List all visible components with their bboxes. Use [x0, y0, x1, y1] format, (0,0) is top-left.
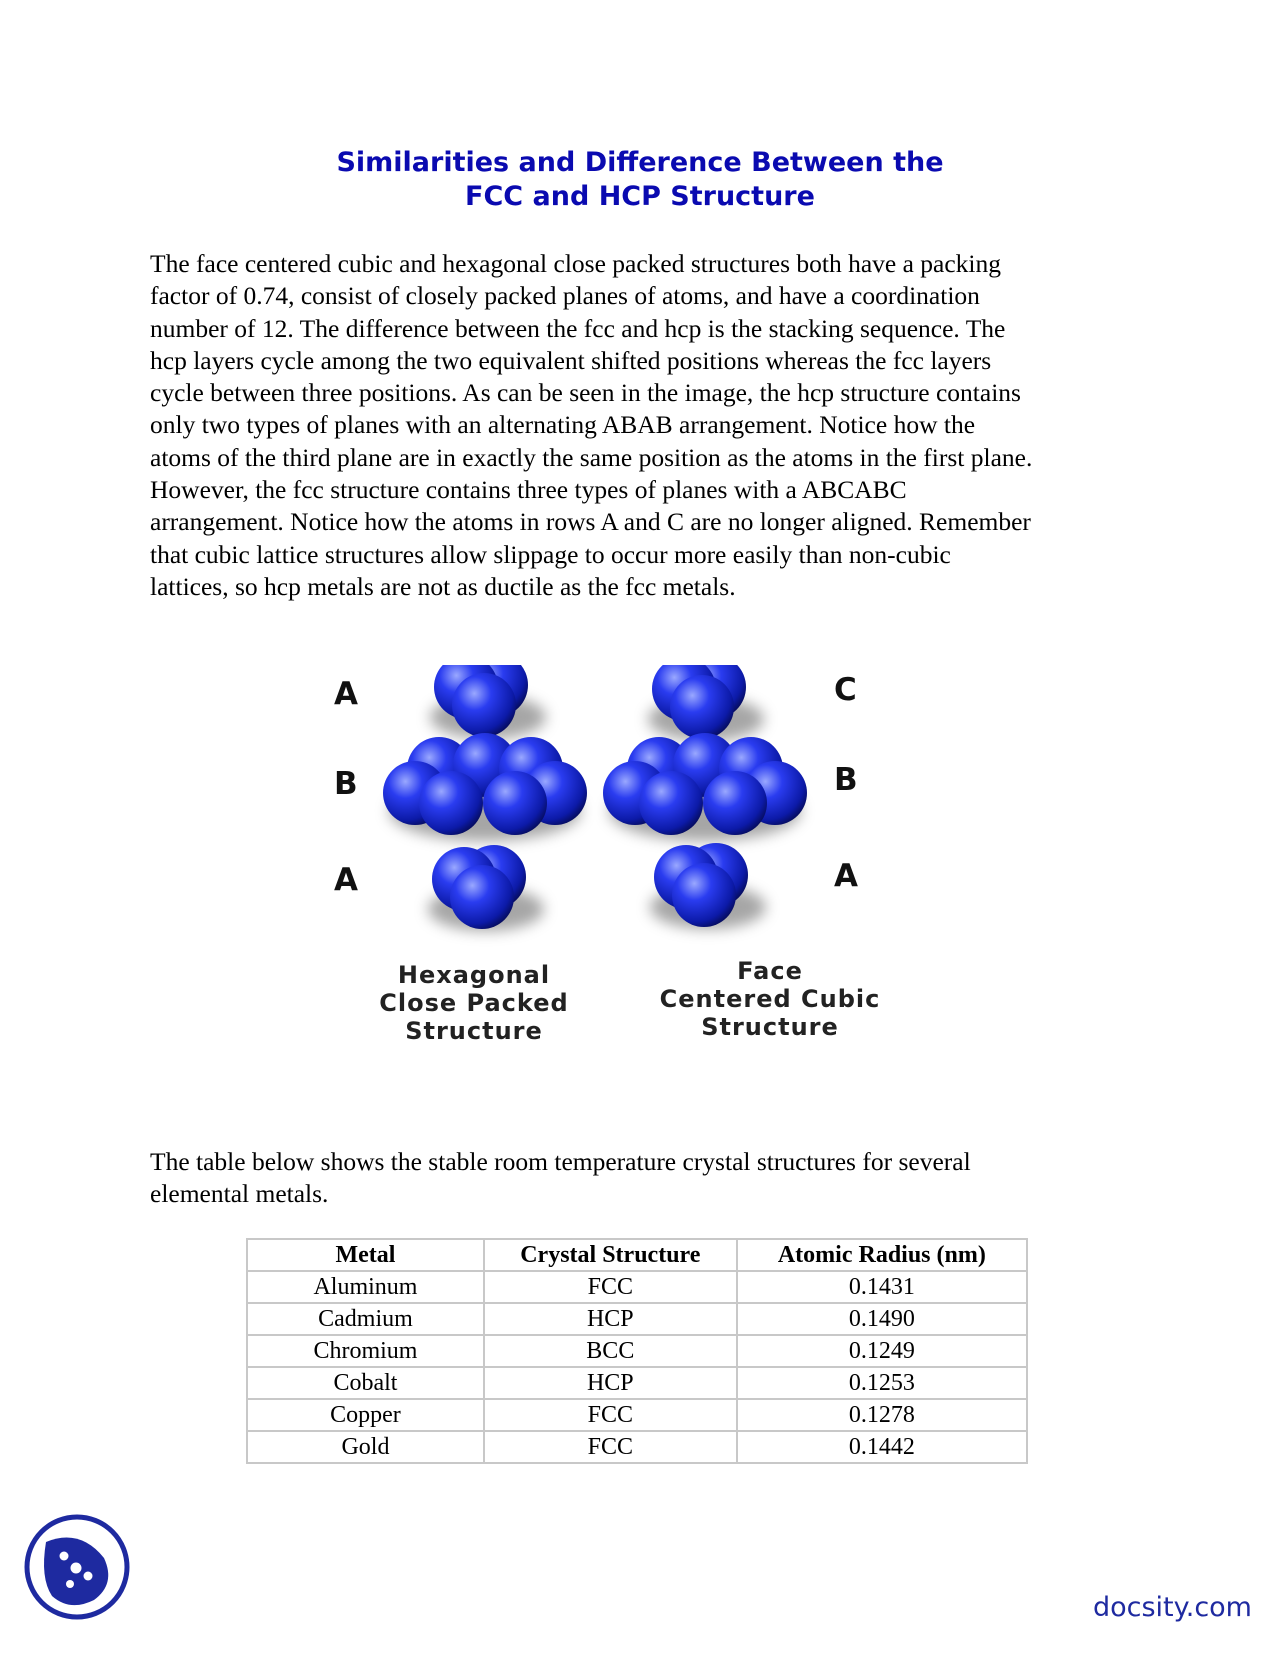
hcp-caption	[344, 961, 604, 1045]
docsity-logo-icon[interactable]	[22, 1512, 132, 1622]
atom-sphere	[672, 863, 736, 927]
cell-metal: Copper	[247, 1399, 484, 1431]
stacking-figure	[320, 665, 960, 1095]
cell-metal: Cobalt	[247, 1367, 484, 1399]
cell-structure: BCC	[484, 1335, 737, 1367]
cell-structure: FCC	[484, 1431, 737, 1463]
fcc-layer-label-middle: B	[834, 762, 858, 798]
table-intro-paragraph	[150, 1146, 1150, 1211]
cell-metal: Gold	[247, 1431, 484, 1463]
metals-table	[246, 1238, 1028, 1464]
hcp-layer-label-top: A	[334, 676, 358, 712]
docsity-watermark[interactable]: docsity.com	[1092, 1592, 1252, 1623]
atom-sphere	[703, 771, 767, 835]
intro-line: lattices, so hcp metals are not as ductile as the fcc metals.	[150, 571, 736, 601]
cell-radius: 0.1490	[737, 1303, 1027, 1335]
fcc-layer-label-bottom: A	[834, 858, 858, 894]
table-intro-line: The table below shows the stable room temperature crystal structures for several	[150, 1147, 971, 1176]
cell-radius: 0.1442	[737, 1431, 1027, 1463]
intro-line: arrangement. Notice how the atoms in rows A and C are no longer aligned. Remember	[150, 507, 1031, 537]
intro-line: cycle between three positions. As can be seen in the image, the hcp structure contains	[150, 378, 1021, 408]
table-row	[247, 1303, 1027, 1335]
cell-structure: HCP	[484, 1367, 737, 1399]
intro-line: The face centered cubic and hexagonal close packed structures both have a packing	[150, 249, 1002, 278]
table-intro-line: elemental metals.	[150, 1179, 329, 1209]
table-row	[247, 1271, 1027, 1303]
header-metal: Metal	[247, 1239, 484, 1271]
table-header-row	[247, 1239, 1027, 1271]
page-title	[0, 146, 1280, 214]
cell-structure: FCC	[484, 1271, 737, 1303]
hcp-caption-line: Close Packed	[379, 989, 569, 1017]
atom-sphere	[483, 771, 547, 835]
header-crystal-structure: Crystal Structure	[484, 1239, 737, 1271]
intro-line: However, the fcc structure contains three types of planes with a ABCABC	[150, 475, 907, 505]
fcc-layer-label-top: C	[834, 672, 857, 708]
atom-sphere	[419, 771, 483, 835]
cell-structure: FCC	[484, 1399, 737, 1431]
intro-line: hcp layers cycle among the two equivalent shifted positions whereas the fcc layers	[150, 345, 992, 375]
fcc-caption-line: Face	[737, 957, 803, 985]
intro-line: factor of 0.74, consist of closely packed planes of atoms, and have a coordination	[150, 281, 980, 311]
atom-sphere	[450, 865, 514, 929]
table-row	[247, 1431, 1027, 1463]
intro-line: that cubic lattice structures allow slippage to occur more easily than non-cubic	[150, 539, 951, 569]
fcc-caption-line: Centered Cubic	[659, 985, 881, 1013]
cell-metal: Cadmium	[247, 1303, 484, 1335]
cell-radius: 0.1278	[737, 1399, 1027, 1431]
table-row	[247, 1335, 1027, 1367]
hcp-layer-label-middle: B	[334, 766, 358, 802]
fcc-caption	[620, 957, 920, 1041]
cell-radius: 0.1249	[737, 1335, 1027, 1367]
atom-sphere	[452, 673, 516, 737]
title-line-1: Similarities and Difference Between the	[336, 147, 944, 178]
title-line-2: FCC and HCP Structure	[465, 181, 815, 212]
intro-paragraph	[150, 248, 1150, 603]
cell-metal: Chromium	[247, 1335, 484, 1367]
cell-metal: Aluminum	[247, 1271, 484, 1303]
atom-sphere	[670, 675, 734, 739]
table-row	[247, 1399, 1027, 1431]
table-row	[247, 1367, 1027, 1399]
cell-radius: 0.1431	[737, 1271, 1027, 1303]
atom-sphere	[639, 771, 703, 835]
intro-line: number of 12. The difference between the fcc and hcp is the stacking sequence. The	[150, 313, 1006, 343]
fcc-caption-line: Structure	[701, 1013, 839, 1041]
header-atomic-radius: Atomic Radius (nm)	[737, 1239, 1027, 1271]
hcp-layer-label-bottom: A	[334, 862, 358, 898]
hcp-caption-line: Structure	[405, 1017, 543, 1045]
hcp-caption-line: Hexagonal	[397, 961, 551, 989]
cell-structure: HCP	[484, 1303, 737, 1335]
cell-radius: 0.1253	[737, 1367, 1027, 1399]
intro-line: only two types of planes with an alternating ABAB arrangement. Notice how the	[150, 410, 976, 440]
intro-line: atoms of the third plane are in exactly the same position as the atoms in the first plane.	[150, 442, 1033, 472]
